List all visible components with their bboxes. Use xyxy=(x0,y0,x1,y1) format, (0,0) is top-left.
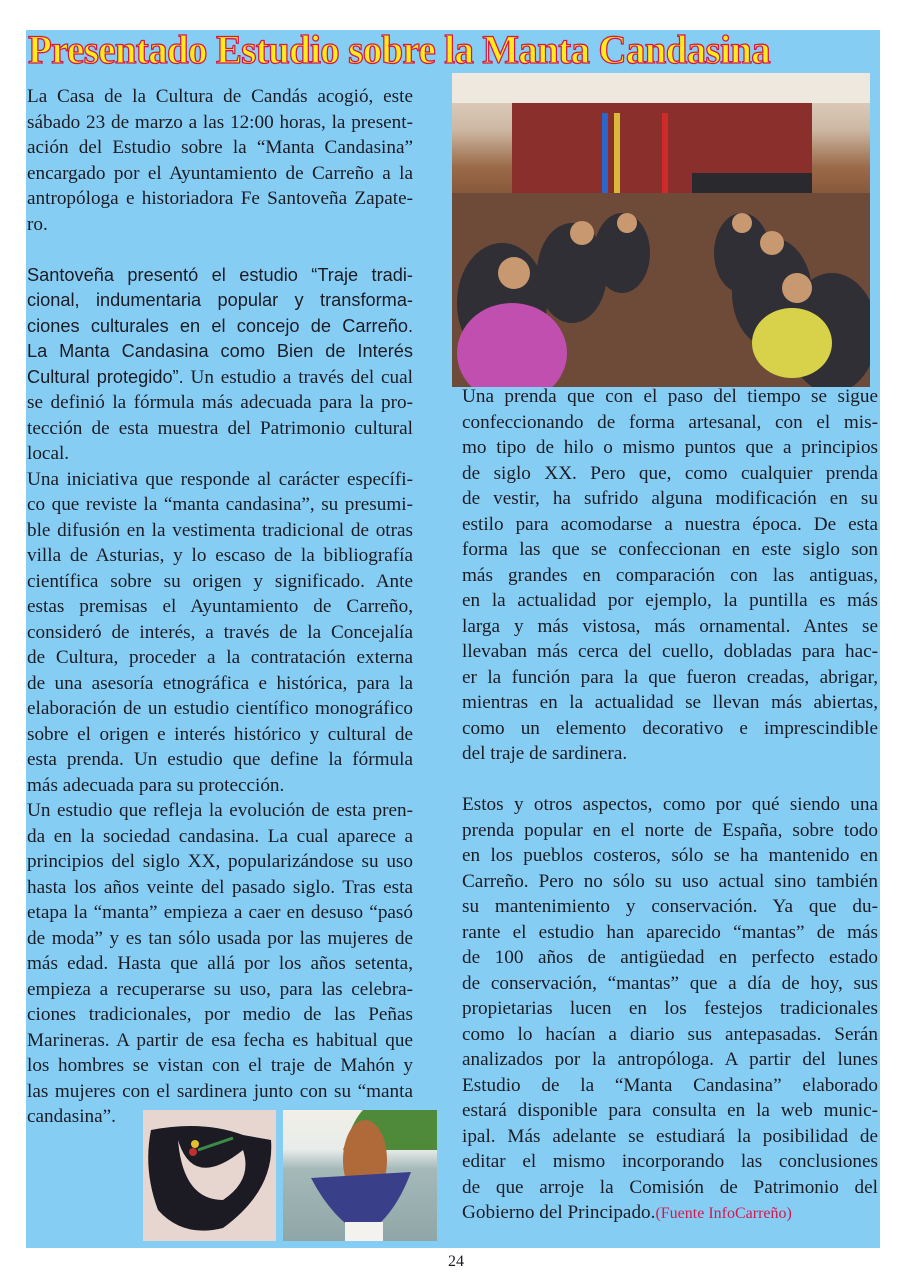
text-line: más edad. Hasta que allá por los años setenta, xyxy=(27,953,413,974)
text-line: ble difusión en la vestimenta tradicional de otras xyxy=(27,519,413,541)
text-line: científica sobre su origen y significado. Ante xyxy=(27,570,413,592)
study-title-line: Santoveña presentó el estudio “Traje tradi- xyxy=(27,264,413,285)
text-line: ipal. Más adelante se estudiará la posibilidad de xyxy=(462,1125,878,1147)
text-line: candasina”. xyxy=(27,1106,116,1127)
text-line: esta prenda. Un estudio que define la fórmula xyxy=(27,749,413,770)
text-line: se definió la fórmula más adecuada para la pro- xyxy=(27,392,413,413)
intro-line: ación del Estudio sobre la “Manta Candasina” xyxy=(27,137,413,158)
text-line: larga y más vistosa, más ornamental. Antes se xyxy=(462,615,878,637)
text-line: más adecuada para su protección. xyxy=(27,774,285,796)
text-line: los hombres se vistan con el traje de Mahón y xyxy=(27,1055,413,1076)
text-line: da en la sociedad candasina. La cual aparece a xyxy=(27,825,413,847)
text-line: propietarias lucen en los festejos tradicionales xyxy=(462,998,878,1019)
text-line: er la función para la que fueron creadas, abrigar, xyxy=(462,666,878,688)
shawl-photo xyxy=(283,1110,437,1241)
black-manta-image xyxy=(143,1110,276,1241)
intro-line: ro. xyxy=(27,213,48,235)
intro-line: antropóloga e historiadora Fe Santoveña Zapate- xyxy=(27,188,413,209)
left-column xyxy=(27,84,413,1130)
intro-line: encargado por el Ayuntamiento de Carreño a la xyxy=(27,162,413,184)
intro-line: La Casa de la Cultura de Candás acogió, este xyxy=(27,86,413,107)
text-line: más grandes en comparación con las antiguas, xyxy=(462,564,878,586)
text-line: de conservación, “mantas” que a día de hoy, sus xyxy=(462,972,878,994)
text-line: Una iniciativa que responde al carácter específi- xyxy=(27,468,413,490)
text-line: Estos y otros aspectos, como por qué siendo una xyxy=(462,794,878,815)
text-line: su mantenimiento y conservación. Ya que du- xyxy=(462,896,878,917)
study-title-line: cional, indumentaria popular y transforma- xyxy=(27,290,413,310)
text-line: como un elemento decorativo e imprescindible xyxy=(462,717,878,739)
text-line: de una asesoría etnográfica e histórica, para la xyxy=(27,672,413,694)
final-line xyxy=(462,1200,878,1226)
text-line: sobre el origen e interés histórico y cultural de xyxy=(27,723,413,745)
right-column xyxy=(462,384,878,1226)
text-line: de que arroje la Comisión de Patrimonio del xyxy=(462,1176,878,1198)
text-line: las mujeres con el sardinera junto con su “manta xyxy=(27,1080,413,1102)
text-line: villa de Asturias, y lo escaso de la bibliografía xyxy=(27,545,413,566)
text-line: estará disponible para consulta en la web munic- xyxy=(462,1100,878,1121)
text-line: mo tipo de hilo o mismo puntos que a principios xyxy=(462,437,878,458)
source-credit: (Fuente InfoCarreño) xyxy=(655,1205,792,1222)
text-fragment: Gobierno del Principado. xyxy=(462,1202,656,1223)
woman-shawl-image xyxy=(283,1110,437,1241)
text-line: hasta los años veinte del pasado siglo. Tras esta xyxy=(27,876,413,898)
text-line: confeccionando de forma artesanal, con el mis- xyxy=(462,411,878,433)
text-line: en la actualidad por ejemplo, la puntilla es más xyxy=(462,590,878,611)
manta-photo xyxy=(143,1110,276,1241)
text-line: tección de esta muestra del Patrimonio cultural xyxy=(27,417,413,439)
study-title-end: Cultural protegido”. xyxy=(27,366,184,387)
text-line: co que reviste la “manta candasina”, su presumi- xyxy=(27,494,413,515)
text-line: principios del siglo XX, popularizándose su uso xyxy=(27,851,413,872)
text-line: estas premisas el Ayuntamiento de Carreño, xyxy=(27,596,413,617)
text-line: mientras en la actualidad se llevan más abiertas, xyxy=(462,692,878,713)
text-line: Estudio de la “Manta Candasina” elaborado xyxy=(462,1074,878,1096)
article-title: Presentado Estudio sobre la Manta Candasina xyxy=(28,27,771,72)
study-title-mixed-line xyxy=(27,365,413,391)
text-fragment: Un estudio a través del cual xyxy=(183,366,413,388)
text-line: etapa la “manta” empieza a caer en desuso “pasó xyxy=(27,902,413,923)
conference-room-photo xyxy=(452,73,870,387)
text-line: de Cultura, proceder a la contratación externa xyxy=(27,647,413,668)
text-line: estilo para acomodarse a nuestra época. De esta xyxy=(462,513,878,535)
study-title-line: La Manta Candasina como Bien de Interés xyxy=(27,341,413,361)
text-line: Marineras. A partir de esa fecha es habitual que xyxy=(27,1029,413,1051)
intro-line: sábado 23 de marzo a las 12:00 horas, la present- xyxy=(27,111,413,133)
text-line: como lo hacían a diario sus antepasadas. Serán xyxy=(462,1023,878,1045)
text-line: de 100 años de antigüedad en perfecto estado xyxy=(462,947,878,968)
text-line: prenda popular en el norte de España, sobre todo xyxy=(462,819,878,841)
text-line: rante el estudio han aparecido “mantas” de más xyxy=(462,921,878,943)
conference-room-image xyxy=(452,73,870,387)
text-line: editar el mismo incorporando las conclusiones xyxy=(462,1151,878,1172)
text-line: consideró de interés, a través de la Concejalía xyxy=(27,621,413,643)
text-line: Una prenda que con el paso del tiempo se sigue xyxy=(462,386,878,407)
text-line: elaboración de un estudio científico monográfico xyxy=(27,698,413,719)
text-line: local. xyxy=(27,443,70,464)
text-line: de moda” y es tan sólo usada por las mujeres de xyxy=(27,927,413,949)
text-line: Carreño. Pero no sólo su uso actual sino también xyxy=(462,870,878,892)
page-number: 24 xyxy=(448,1253,464,1270)
text-line: forma las que se confeccionan en este siglo son xyxy=(462,539,878,560)
text-line: del traje de sardinera. xyxy=(462,743,628,764)
spacer xyxy=(462,767,878,793)
spacer xyxy=(27,237,413,263)
text-line: llevaban más cerca del cuello, dobladas para hac- xyxy=(462,641,878,662)
text-line: analizados por la antropóloga. A partir del lunes xyxy=(462,1049,878,1070)
text-line: de vestir, ha sufrido alguna modificación en su xyxy=(462,488,878,509)
text-line: empieza a recuperarse su uso, para las celebra- xyxy=(27,978,413,1000)
study-title-line: ciones culturales en el concejo de Carreño. xyxy=(27,315,413,336)
text-line: de siglo XX. Pero que, como cualquier prenda xyxy=(462,462,878,484)
text-line: Un estudio que refleja la evolución de esta pren- xyxy=(27,800,413,821)
text-line: en los pueblos costeros, sólo se ha mantenido en xyxy=(462,845,878,866)
text-line: ciones tradicionales, por medio de las Peñas xyxy=(27,1004,413,1025)
